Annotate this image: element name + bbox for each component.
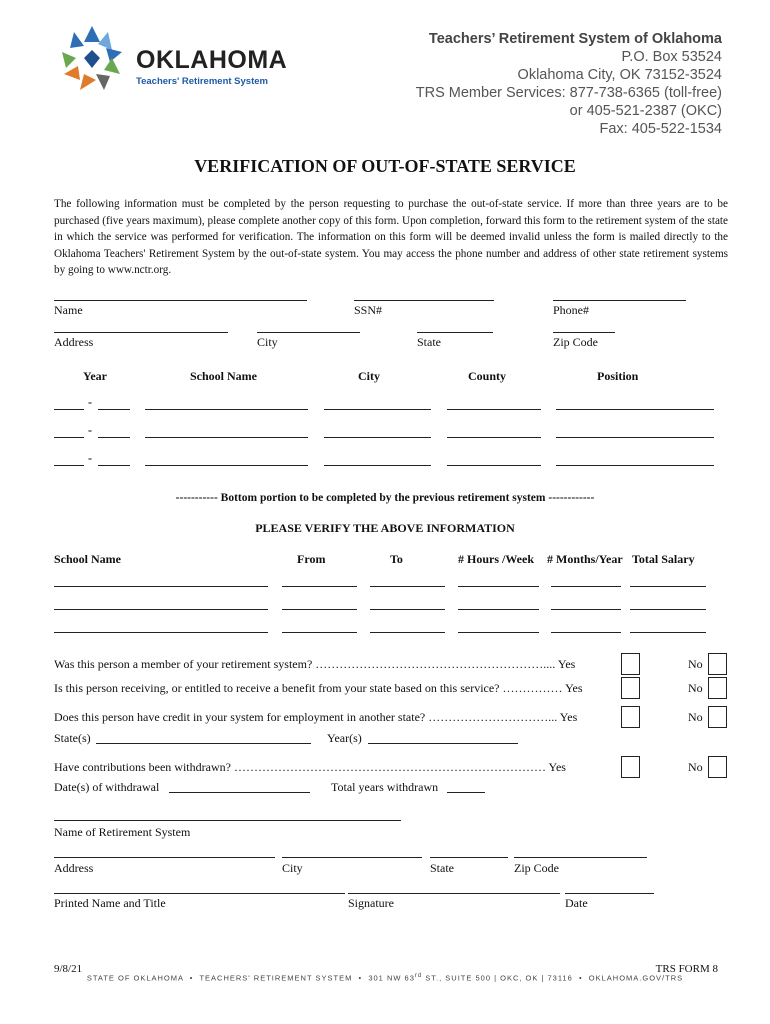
total-years-label: Total years withdrawn [331,780,439,794]
to-field[interactable] [370,586,445,587]
logo-main-text: OKLAHOMA [136,46,288,74]
date-label: Date [565,896,588,910]
verify-heading: PLEASE VERIFY THE ABOVE INFORMATION [255,521,515,535]
school-city-field[interactable] [324,409,431,410]
to-field[interactable] [370,632,445,633]
year-from-field[interactable] [54,409,84,410]
months-year-field[interactable] [551,632,621,633]
logo-sub-text: Teachers' Retirement System [136,76,268,87]
school-name-header: School Name [190,369,257,383]
school-city-field[interactable] [324,465,431,466]
trs-logo [54,22,304,102]
system-state-label: State [430,861,454,875]
from-field[interactable] [282,632,357,633]
question-member: Was this person a member of your retirement system? ………………………………………………….... Yes [54,657,576,671]
footer-system: TEACHERS' RETIREMENT SYSTEM [199,973,353,983]
school-name-field[interactable] [145,465,308,466]
county-header: County [468,369,507,383]
to-header: To [390,552,403,566]
state-field[interactable] [417,332,493,333]
year-to-field[interactable] [98,409,130,410]
verify-school-field[interactable] [54,632,268,633]
position-field[interactable] [556,409,714,410]
total-salary-field[interactable] [630,632,706,633]
months-year-field[interactable] [551,609,621,610]
year-to-field[interactable] [98,437,130,438]
form-number: TRS FORM 8 [655,963,718,975]
receiving-yes-checkbox[interactable] [621,677,640,699]
year-from-field[interactable] [54,437,84,438]
name-label: Name [54,303,83,317]
year-dash: - [88,451,92,465]
ssn-field[interactable] [354,300,494,301]
position-field[interactable] [556,465,714,466]
fax-number: Fax: 405-522-1534 [599,121,722,137]
county-field[interactable] [447,409,541,410]
footer-website: OKLAHOMA.GOV/TRS [588,973,684,983]
from-header: From [297,552,326,566]
bottom-portion-separator: ----------- Bottom portion to be completed by the previous retirement system ------------ [175,492,595,504]
po-box: P.O. Box 53524 [621,49,722,65]
school-city-field[interactable] [324,437,431,438]
hours-week-header: # Hours /Week [458,552,535,566]
to-field[interactable] [370,609,445,610]
total-salary-header: Total Salary [632,552,695,566]
member-no-checkbox[interactable] [708,653,727,675]
withdrawn-no-label: No [688,760,703,774]
year-dash: - [88,423,92,437]
footer-dot: • [186,973,197,983]
total-salary-field[interactable] [630,586,706,587]
dates-withdrawal-label: Date(s) of withdrawal [54,780,160,794]
school-name-field[interactable] [145,409,308,410]
contact-block [416,30,722,138]
receiving-no-label: No [688,681,703,695]
total-salary-field[interactable] [630,609,706,610]
footer-address-bar [0,973,770,983]
withdrawn-no-checkbox[interactable] [708,756,727,778]
year-dash: - [88,395,92,409]
hours-week-field[interactable] [458,609,539,610]
system-name-field[interactable] [54,820,401,821]
verify-school-name-header: School Name [54,552,121,566]
okc-phone: or 405-521-2387 (OKC) [569,103,722,119]
footer-dot: • [355,973,366,983]
phone-label: Phone# [553,303,589,317]
footer-state: STATE OF OKLAHOMA [86,973,184,983]
states-label: State(s) [54,731,91,745]
dates-withdrawal-field[interactable] [169,792,310,793]
from-field[interactable] [282,586,357,587]
member-yes-checkbox[interactable] [621,653,640,675]
address-label: Address [54,335,94,349]
months-year-header: # Months/Year [547,552,623,566]
phone-field[interactable] [553,300,686,301]
date-field[interactable] [565,893,654,894]
verify-school-field[interactable] [54,586,268,587]
city-header: City [358,369,380,383]
county-field[interactable] [447,437,541,438]
hours-week-field[interactable] [458,632,539,633]
system-zip-field[interactable] [514,857,647,858]
printed-name-field[interactable] [54,893,345,894]
verify-school-field[interactable] [54,609,268,610]
footer-street: 301 NW 63 [368,973,415,983]
city-zip: Oklahoma City, OK 73152-3524 [517,67,722,83]
city-field[interactable] [257,332,360,333]
question-credit: Does this person have credit in your system for employment in another state? …………………………... Yes [54,710,578,724]
signature-label: Signature [348,896,394,910]
question-receiving: Is this person receiving, or entitled to receive a benefit from your state based on this service? …………… Yes [54,681,583,695]
hours-week-field[interactable] [458,586,539,587]
signature-field[interactable] [348,893,560,894]
receiving-no-checkbox[interactable] [708,677,727,699]
states-field[interactable] [96,743,311,744]
system-city-label: City [282,861,303,875]
year-header: Year [83,369,107,383]
org-name: Teachers’ Retirement System of Oklahoma [428,31,722,47]
name-field[interactable] [54,300,307,301]
member-no-label: No [688,657,703,671]
system-address-field[interactable] [54,857,275,858]
system-zip-label: Zip Code [514,861,559,875]
address-field[interactable] [54,332,228,333]
credit-no-checkbox[interactable] [708,706,727,728]
system-address-label: Address [54,861,94,875]
total-years-field[interactable] [447,792,485,793]
city-label: City [257,335,278,349]
printed-name-label: Printed Name and Title [54,896,166,910]
footer-dot: • [575,973,586,983]
question-withdrawn: Have contributions been withdrawn? …………………………………………………………………… Yes [54,760,566,774]
footer-sup: rd [414,973,423,979]
from-field[interactable] [282,609,357,610]
ssn-label: SSN# [354,303,383,317]
months-year-field[interactable] [551,586,621,587]
star-emblem-icon [54,22,130,98]
school-name-field[interactable] [145,437,308,438]
system-state-field[interactable] [430,857,508,858]
year-to-field[interactable] [98,465,130,466]
position-field[interactable] [556,437,714,438]
footer-street-rest: ST., SUITE 500 | OKC, OK | 73116 [422,973,573,983]
years-label: Year(s) [327,731,362,745]
credit-yes-checkbox[interactable] [621,706,640,728]
system-name-label: Name of Retirement System [54,825,191,839]
year-from-field[interactable] [54,465,84,466]
revision-date: 9/8/21 [54,963,83,975]
withdrawn-yes-checkbox[interactable] [621,756,640,778]
form-title: VERIFICATION OF OUT-OF-STATE SERVICE [194,156,576,176]
system-city-field[interactable] [282,857,422,858]
state-label: State [417,335,441,349]
county-field[interactable] [447,465,541,466]
years-field[interactable] [368,743,518,744]
credit-no-label: No [688,710,703,724]
member-services: TRS Member Services: 877-738-6365 (toll-free) [415,85,722,101]
zip-label: Zip Code [553,335,598,349]
zip-field[interactable] [553,332,615,333]
intro-paragraph: The following information must be completed by the person requesting to purchase the out-of-state service. If more than three years are to be purchased (five years maximum), please complete another copy of this form. Upon completion, forward this form to the retirement system of the state in which the service was performed for verification. The information on this form will be deemed invalid unless the form is mailed directly to the Oklahoma Teachers' Retirement System by the out-of-state system. You may access the phone number and address of other state retirement systems by going to www.nctr.org. [54,198,728,276]
position-header: Position [597,369,639,383]
